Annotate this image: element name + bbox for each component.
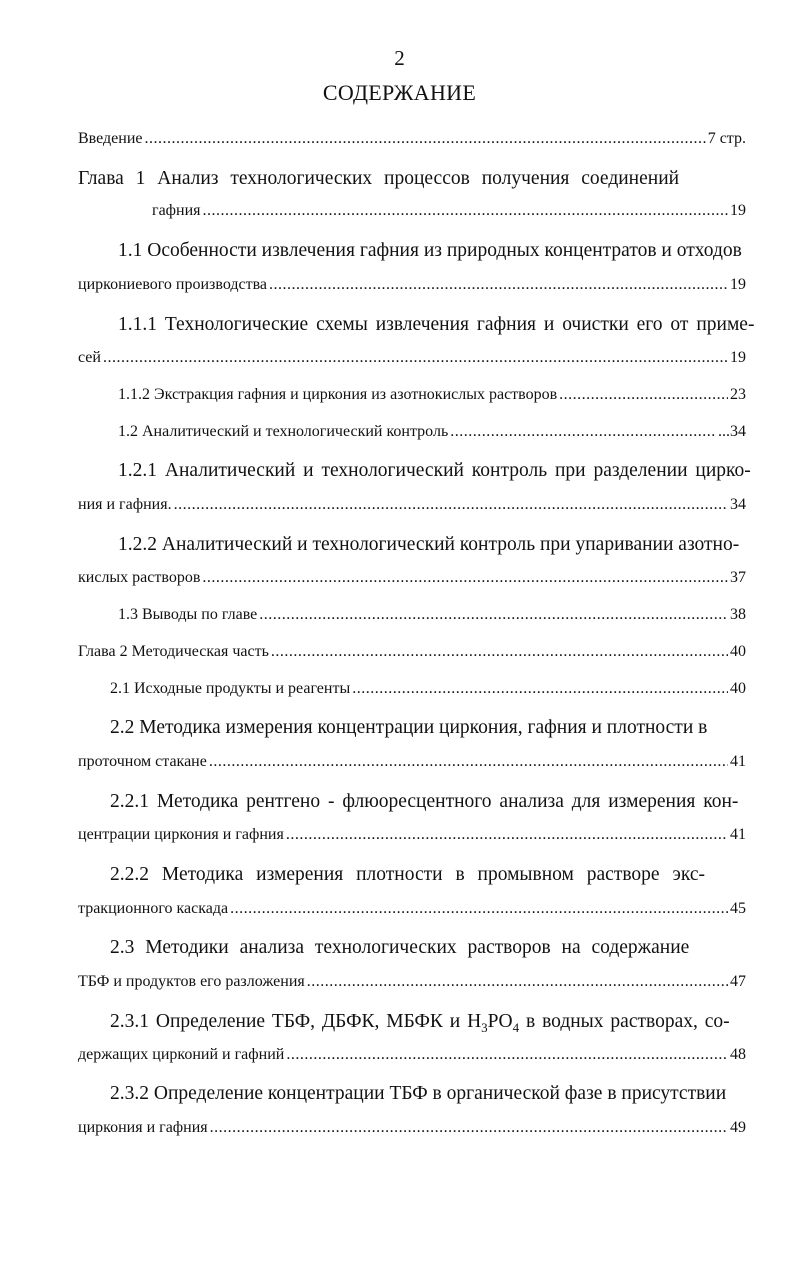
toc-entry-2-3-1[interactable]: 2.3.1 Определение ТБФ, ДБФК, МБФК и $H_3PO_4$ в водных растворах, со- — [110, 1011, 730, 1035]
toc-entry-2-3[interactable]: 2.3 Методики анализа технологических растворов на содержание — [110, 937, 690, 958]
toc-entry-1-3[interactable]: 1.3 Выводы по главе ..... 38 — [118, 606, 746, 632]
toc-entry-1-1-1-cont[interactable]: сей ..... 19 — [78, 349, 746, 375]
page-number: 2 — [394, 46, 405, 70]
toc-entry-1-1-2[interactable]: 1.1.2 Экстракция гафния и циркония из азотнокислых растворов ..... 23 — [118, 386, 746, 412]
toc-entry-2-2-cont[interactable]: проточном стакане ..... 41 — [78, 753, 746, 779]
toc-entry-2-1[interactable]: 2.1 Исходные продукты и реагенты ..... 40 — [110, 680, 746, 706]
page-title: СОДЕРЖАНИЕ — [322, 80, 477, 105]
toc-entry-intro[interactable]: Введение ..... 7 стр. — [78, 130, 746, 156]
toc-entry-1-2[interactable]: 1.2 Аналитический и технологический контроль ..... ...34 — [118, 423, 746, 449]
toc-entry-chapter-1[interactable]: Глава 1 Анализ технологических процессов получения соединений — [78, 168, 680, 189]
toc-entry-2-3-2-cont[interactable]: циркония и гафния ..... 49 — [78, 1119, 746, 1145]
toc-entry-2-3-1-cont[interactable]: держащих цирконий и гафний ..... 48 — [78, 1046, 746, 1072]
toc-entry-2-2-2-cont[interactable]: тракционного каскада ..... 45 — [78, 900, 746, 926]
toc-entry-2-2-1[interactable]: 2.2.1 Методика рентгено - флюоресцентного анализа для измерения кон- — [110, 791, 739, 812]
toc-entry-2-2-2[interactable]: 2.2.2 Методика измерения плотности в промывном растворе экс- — [110, 864, 705, 885]
toc-entry-1-2-2-cont[interactable]: кислых растворов ..... 37 — [78, 569, 746, 595]
toc-entry-2-2-1-cont[interactable]: центрации циркония и гафния ..... 41 — [78, 826, 746, 852]
toc-entry-1-2-1-cont[interactable]: ния и гафния. ..... 34 — [78, 496, 746, 522]
toc-entry-2-3-cont[interactable]: ТБФ и продуктов его разложения ..... 47 — [78, 973, 746, 999]
toc-entry-2-3-2[interactable]: 2.3.2 Определение концентрации ТБФ в органической фазе в присутствии — [110, 1083, 727, 1104]
toc-entry-1-2-2[interactable]: 1.2.2 Аналитический и технологический контроль при упаривании азотно- — [118, 534, 740, 555]
toc-entry-1-1-cont[interactable]: циркониевого производства ..... 19 — [78, 276, 746, 302]
toc-entry-chapter-2[interactable]: Глава 2 Методическая часть ..... 40 — [78, 643, 746, 669]
toc-entry-1-1-1[interactable]: 1.1.1 Технологические схемы извлечения гафния и очистки его от приме- — [118, 314, 755, 335]
toc-entry-1-2-1[interactable]: 1.2.1 Аналитический и технологический контроль при разделении цирко- — [118, 460, 751, 481]
toc-entry-chapter-1-cont[interactable]: гафния ..... 19 — [152, 202, 746, 228]
toc-entry-1-1[interactable]: 1.1 Особенности извлечения гафния из природных концентратов и отходов — [118, 240, 742, 261]
toc-entry-2-2[interactable]: 2.2 Методика измерения концентрации циркония, гафния и плотности в — [110, 717, 708, 738]
